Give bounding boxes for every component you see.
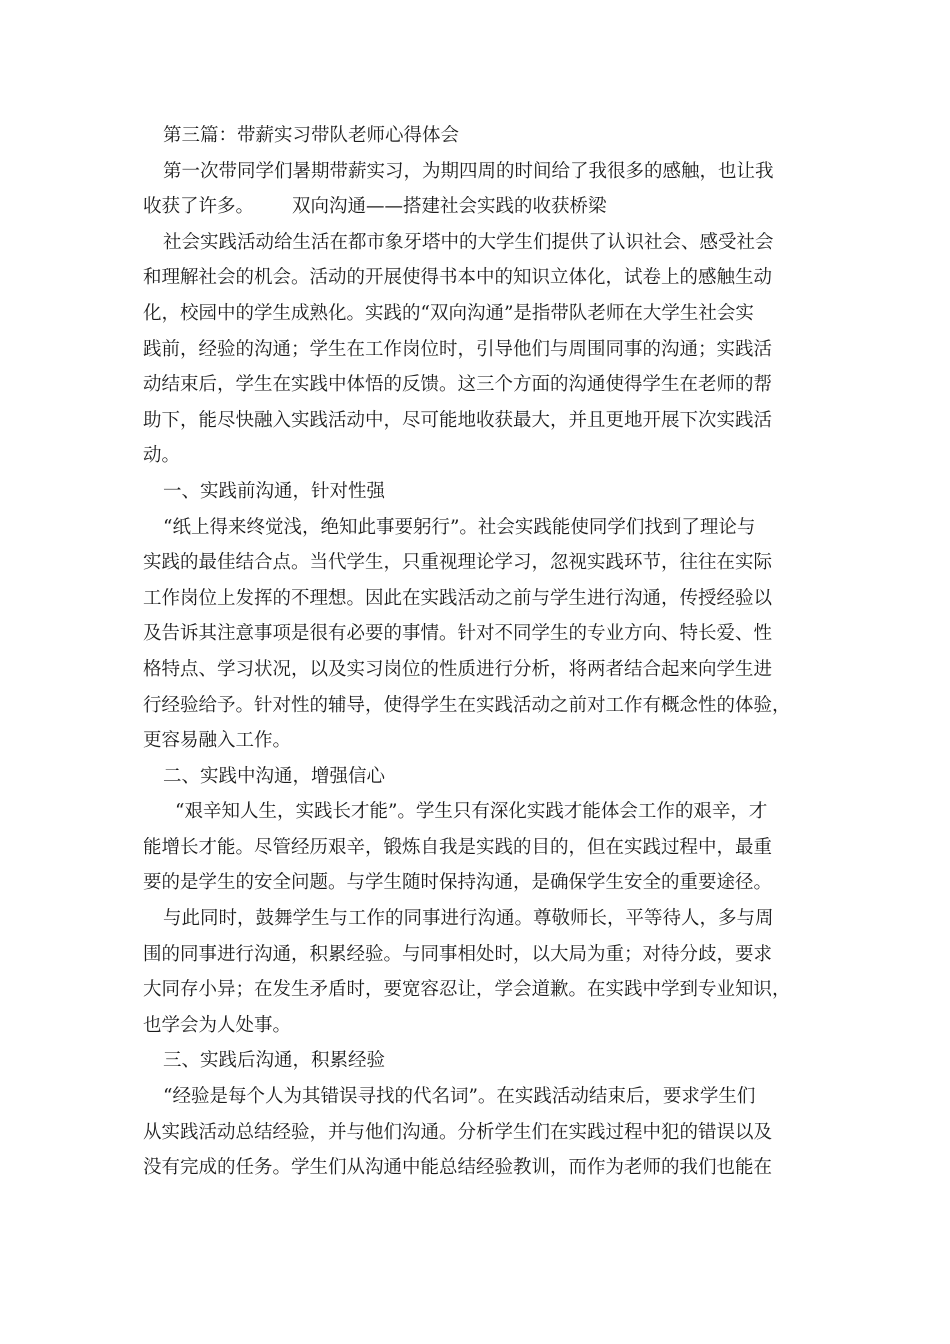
text-line-content: 社会实践活动给生活在都市象牙塔中的大学生们提供了认识社会、感受社会 <box>163 231 774 253</box>
text-line <box>143 794 807 830</box>
text-line-content: 实践的最佳结合点。当代学生，只重视理论学习，忽视实践环节，往往在实际 <box>143 552 773 574</box>
text-line-content: 化，校园中的学生成熟化。实践的“双向沟通”是指带队老师在大学生社会实 <box>143 302 754 324</box>
text-line-content: 与此同时，鼓舞学生与工作的同事进行沟通。尊敬师长，平等待人，多与周 <box>163 908 774 930</box>
text-line <box>143 189 807 225</box>
text-line <box>143 510 807 546</box>
text-line-content: 动结束后，学生在实践中体悟的反馈。这三个方面的沟通使得学生在老师的帮 <box>143 374 773 396</box>
text-line-content: 能增长才能。尽管经历艰辛，锻炼自我是实践的目的，但在实践过程中，最重 <box>143 836 773 858</box>
text-line-content: 更容易融入工作。 <box>143 730 292 752</box>
text-line <box>143 901 807 937</box>
text-line-content: 也学会为人处事。 <box>143 1014 292 1036</box>
text-line <box>143 296 807 332</box>
text-line-content: 第一次带同学们暑期带薪实习，为期四周的时间给了我很多的感触，也让我 <box>163 160 774 182</box>
text-line <box>143 1008 807 1044</box>
text-line-content: 工作岗位上发挥的不理想。因此在实践活动之前与学生进行沟通，传授经验以 <box>143 587 773 609</box>
text-line <box>143 1043 807 1079</box>
text-line-content: 一、实践前沟通，针对性强 <box>163 480 386 502</box>
text-line-content: 践前，经验的沟通；学生在工作岗位时，引导他们与周围同事的沟通；实践活 <box>143 338 773 360</box>
document-title: 第三篇：带薪实习带队老师心得体会 <box>163 125 460 146</box>
paragraph-lines <box>143 154 807 1186</box>
text-line <box>143 972 807 1008</box>
text-line <box>143 474 807 510</box>
text-line <box>143 652 807 688</box>
text-line-content: 行经验给予。针对性的辅导，使得学生在实践活动之前对工作有概念性的体验， <box>143 694 791 716</box>
text-line <box>143 688 807 724</box>
text-line <box>143 367 807 403</box>
text-line <box>143 830 807 866</box>
text-line-content: 助下，能尽快融入实践活动中，尽可能地收获最大，并且更地开展下次实践活 <box>143 409 773 431</box>
document-body <box>143 118 807 1186</box>
text-line-content: 收获了许多。 <box>143 196 255 218</box>
text-line-content: “经验是每个人为其错误寻找的代名词”。在实践活动结束后，要求学生们 <box>163 1086 756 1108</box>
text-line-content: 及告诉其注意事项是很有必要的事情。针对不同学生的专业方向、特长爱、性 <box>143 623 773 645</box>
text-line <box>143 581 807 617</box>
text-line <box>143 937 807 973</box>
text-line-content: 二、实践中沟通，增强信心 <box>163 765 386 787</box>
text-line <box>143 1079 807 1115</box>
text-line-content: 和理解社会的机会。活动的开展使得书本中的知识立体化，试卷上的感触生动 <box>143 267 773 289</box>
text-line-content: 格特点、学习状况，以及实习岗位的性质进行分析，将两者结合起来向学生进 <box>143 658 773 680</box>
text-line <box>143 403 807 439</box>
text-line <box>143 865 807 901</box>
section-subheading: 双向沟通——搭建社会实践的收获桥梁 <box>292 196 607 218</box>
text-line-content: “艰辛知人生，实践长才能”。学生只有深化实践才能体会工作的艰辛，才 <box>175 801 768 823</box>
text-line-content: “纸上得来终觉浅，绝知此事要躬行”。社会实践能使同学们找到了理论与 <box>163 516 756 538</box>
text-line <box>143 616 807 652</box>
text-line-content: 要的是学生的安全问题。与学生随时保持沟通，是确保学生安全的重要途径。 <box>143 872 773 894</box>
text-line-content: 从实践活动总结经验，并与他们沟通。分析学生们在实践过程中犯的错误以及 <box>143 1121 773 1143</box>
text-line-content: 围的同事进行沟通，积累经验。与同事相处时，以大局为重；对待分歧，要求 <box>143 943 773 965</box>
text-line <box>143 723 807 759</box>
text-line-content: 动。 <box>143 445 181 467</box>
text-line <box>143 759 807 795</box>
text-line <box>143 545 807 581</box>
text-line <box>143 1150 807 1186</box>
text-line <box>143 225 807 261</box>
text-line-content: 没有完成的任务。学生们从沟通中能总结经验教训，而作为老师的我们也能在 <box>143 1157 773 1179</box>
text-line <box>143 154 807 190</box>
text-line-content: 大同存小异；在发生矛盾时，要宽容忍让，学会道歉。在实践中学到专业知识， <box>143 979 791 1001</box>
text-line <box>143 1115 807 1151</box>
text-line <box>143 260 807 296</box>
text-line <box>143 332 807 368</box>
text-line <box>143 438 807 474</box>
text-line-content: 三、实践后沟通，积累经验 <box>163 1050 386 1072</box>
